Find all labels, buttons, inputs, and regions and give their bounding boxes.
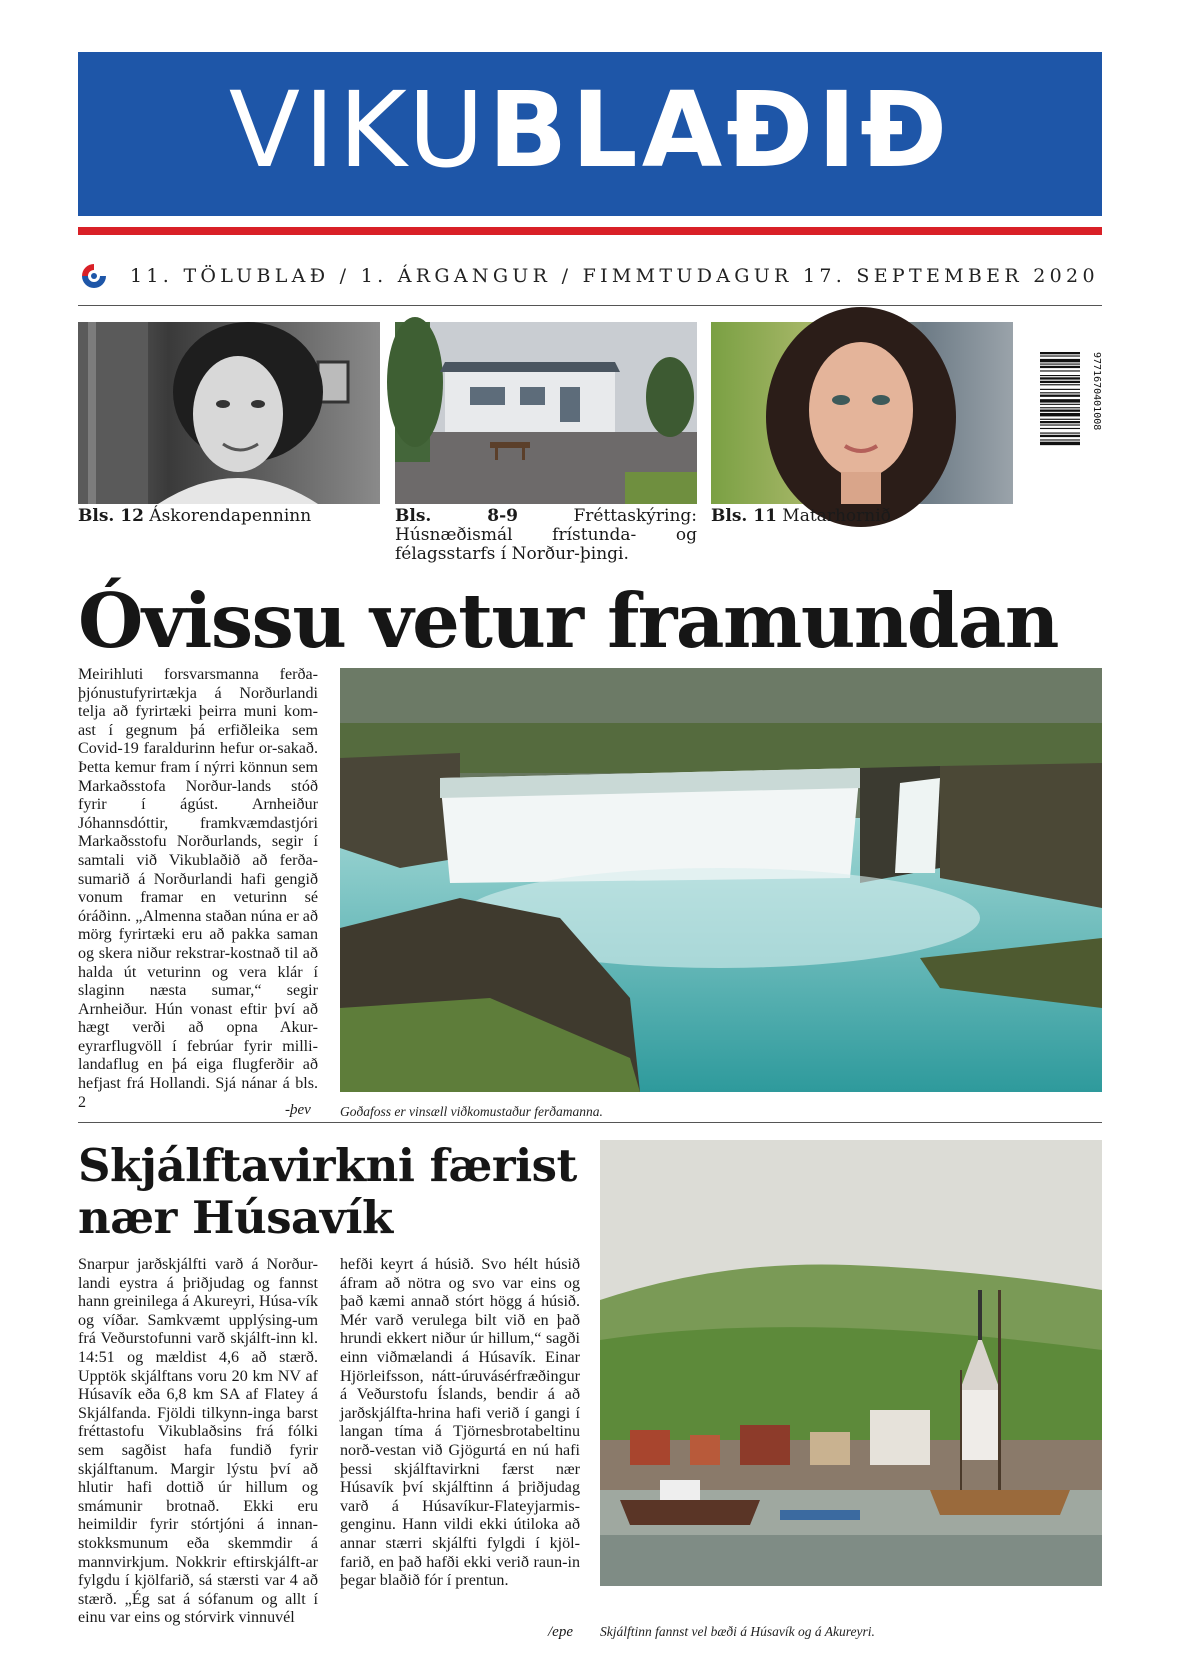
teaser-text-3: Matarhornið: [776, 506, 891, 526]
barcode-icon: [1040, 350, 1102, 478]
teaser-photo-building[interactable]: [395, 322, 697, 504]
barcode-bar: [1040, 419, 1080, 420]
barcode-bar: [1040, 392, 1080, 393]
newspaper-logo-icon: [78, 260, 110, 292]
issue-line: [78, 259, 1102, 293]
teaser-page-2: Bls. 8-9: [395, 506, 519, 526]
teaser-caption-3[interactable]: [711, 507, 1013, 526]
barcode-bar: [1040, 433, 1080, 434]
waterfall-photo[interactable]: [340, 668, 1102, 1092]
teaser-photo-portrait-woman[interactable]: [78, 322, 380, 504]
barcode-bar: [1040, 377, 1080, 379]
second-headline: Skjálftavirkni færist nær Húsavík: [78, 1139, 577, 1244]
barcode-bar: [1040, 359, 1080, 362]
barcode-bar: [1040, 375, 1080, 376]
barcode-bar: [1040, 404, 1080, 405]
teaser-caption-2[interactable]: [395, 507, 697, 564]
issue-details: 11. TÖLUBLAÐ / 1. ÁRGANGUR / FIMMTUDAGUR 17. SEPTEMBER 2020: [130, 265, 1099, 287]
barcode-bar: [1040, 370, 1080, 371]
harbor-photo-caption: Skjálftinn fannst vel bæði á Húsavík og á Akureyri.: [600, 1624, 875, 1639]
barcode-bar: [1040, 424, 1080, 425]
header-rule: [78, 305, 1102, 306]
teaser-page-3: Bls. 11: [711, 506, 777, 526]
waterfall-photo-caption: Goðafoss er vinsæll viðkomustaður ferðamanna.: [340, 1104, 603, 1119]
barcode-bar: [1040, 399, 1080, 402]
teaser-text-1: Áskorendapenninn: [143, 506, 312, 526]
masthead-title-bold: BLAÐIÐ: [488, 69, 952, 191]
masthead-title: [78, 69, 1102, 191]
teaser-caption-1[interactable]: [78, 507, 380, 526]
barcode-bar: [1040, 410, 1080, 412]
harbor-photo[interactable]: [600, 1140, 1102, 1586]
story1-body: Meirihluti forsvarsmanna ferða-þjónustufyrirtækja á Norðurlandi telja að fyrirtæki þeirra muni kom-ast í gegnum þá erfiðleika sem Covid-19 faraldurinn hefur or-sakað. Þetta kemur fram í nýrri könnun sem Markaðsstofa Norður-lands stóð fyrir í ágúst. Arnheiður Jóhannsdóttir, framkvæmdastjóri Markaðsstofu Norðurlands, segir í samtali við Vikublaðið að ferða-sumarið á Norðurlandi hafi gengið vonum framar en veturinn sé óráðinn. „Almenna staðan núna er að mörg fyrirtæki eru að pakka saman og skera niður rekstrar-kostnað til að halda út veturinn og vera klár í slaginn næsta sumar,“ segir Arnheiður. Hún vonast eftir því að hægt verði að opna Akur-eyrarflugvöll í febrúar fyrir milli-landaflug en þá eiga flugferðir að hefjast frá Hollandi. Sjá nánar á bls. 2: [78, 666, 318, 1111]
barcode-bar: [1040, 413, 1080, 416]
barcode-bar: [1040, 389, 1080, 390]
barcode-bar: [1040, 421, 1080, 423]
barcode-bar: [1040, 442, 1080, 445]
story2-signature: /epe: [548, 1624, 573, 1640]
barcode-bar: [1040, 384, 1080, 385]
masthead-red-rule: [78, 227, 1102, 235]
teaser-text-2: Fréttaskýring: Húsnæðismál frístunda- og félagsstarfs í Norður-þingi.: [395, 506, 698, 564]
main-headline: Óvissu vetur framundan: [78, 577, 1058, 665]
story1-signature: -þev: [285, 1102, 311, 1118]
barcode-bar: [1040, 395, 1080, 397]
masthead: [78, 52, 1102, 216]
section-rule: [78, 1122, 1102, 1123]
teaser-page-1: Bls. 12: [78, 506, 144, 526]
barcode-bar: [1040, 407, 1080, 408]
barcode-bar: [1040, 381, 1080, 383]
teaser-photo-portrait-dark-hair[interactable]: [711, 322, 1013, 504]
story2-body-column-1: Snarpur jarðskjálfti varð á Norður-landi eystra á þriðjudag og fannst hann greinilega á Akureyri, Húsa-vík og víðar. Samkvæmt upplýsing-um frá Veðurstofunni varð skjálft-inn kl. 14:51 og mældist 4,6 að stærð. Upptök skjálftans voru 20 km NV af Húsavík eða 6,8 km SA af Flatey á Skjálfanda. Fjöldi tilkynn-inga barst fréttastofu Vikublaðsins frá fólki sem sagðist hafa fundið fyrir skjálftanum. Margir lýstu því að hlutir hafi dottið úr hillum og smámunir brotnað. Ekki eru heimildir fyrir stórtjóni á innan-stokksmunum eða skemmdir á mannvirkjum. Nokkrir eftirskjálft-ar fylgdu í kjölfarið, sá stærsti var 4 að stærð. „Ég sat á sófanum og allt í einu var eins og stórvirk vinnuvél: [78, 1256, 318, 1627]
story2-body-column-2: hefði keyrt á húsið. Svo hélt húsið áfram að nötra og svo var eins og það kæmi annað stórt högg á húsið. Mér varð verulega bilt við en það hrundi ekkert niður úr hillum,“ sagði einn viðmælandi á Húsavík. Einar Hjörleifsson, nátt-úruvásérfræðingur á Veðurstofu Íslands, bendir á að jarðskjálfta-hrina hafi verið í gangi í langan tíma á Tjörnesbrotabeltinu norð-vestan við Gjögurtá en nú hafi þessi skjálftavirkni færst nær Húsavík því skjálftinn á þriðjudag varð á Húsavíkur-Flateyjarmis-genginu. Hann vildi ekki útiloka að annar stærri skjálfti fylgdi í kjöl-farið, en það hafði ekki verið raun-in þegar blaðið fór í prentun.: [340, 1256, 580, 1590]
masthead-title-light: VIKU: [228, 69, 489, 191]
barcode-bar: [1040, 439, 1080, 440]
barcode-bar: [1040, 435, 1080, 437]
barcode-bar: [1040, 364, 1080, 365]
barcode-bar: [1040, 428, 1080, 429]
barcode-bar: [1040, 352, 1080, 354]
barcode-bar: [1040, 366, 1080, 368]
barcode-number: 9771670401008: [1091, 352, 1102, 431]
barcode-bar: [1040, 355, 1080, 356]
